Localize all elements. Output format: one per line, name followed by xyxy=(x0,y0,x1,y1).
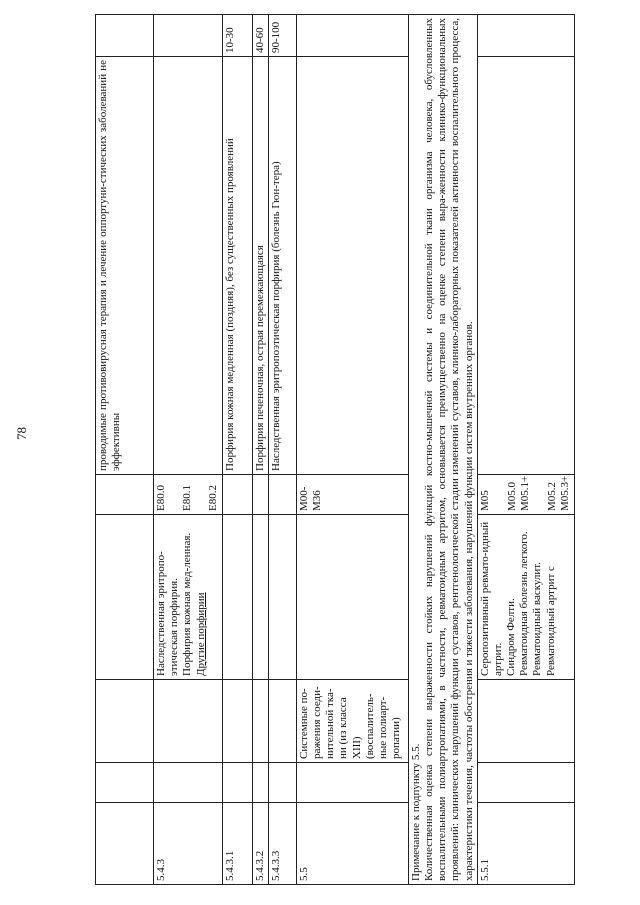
criteria-text: Порфирия кожная медленная (поздняя), без существенных проявлений xyxy=(222,57,252,475)
table-row xyxy=(268,15,296,885)
icd-code: M05.2 xyxy=(546,481,559,511)
row-id xyxy=(96,803,154,885)
table-row xyxy=(477,15,574,885)
disease-name: Наследственная эритропо-этическая порфирия. xyxy=(155,551,181,676)
page-number: 78 xyxy=(14,427,29,440)
disease-list xyxy=(154,515,223,680)
icd-code: M05.3+ xyxy=(559,475,572,511)
row-id: 5.5.1 xyxy=(477,803,574,885)
percent-value: 90-100 xyxy=(268,15,296,57)
table-row xyxy=(154,15,223,885)
disease-name: Ревматоидная болезнь легкого. xyxy=(518,531,531,676)
icd-codes xyxy=(477,475,574,515)
icd-code: M05 xyxy=(478,490,491,511)
icd-code: E80.2 xyxy=(207,485,220,511)
table-row xyxy=(296,15,408,885)
row-id: 5.4.3.3 xyxy=(268,803,296,885)
disease-name: Ревматоидный артрит с xyxy=(544,566,557,676)
disease-name: Ревматоидный васкулит. xyxy=(531,561,544,676)
table-row xyxy=(252,15,268,885)
note-row xyxy=(408,15,477,885)
icd-code: E80.1 xyxy=(181,485,194,511)
disease-list xyxy=(477,515,574,680)
criteria-text: проводимые противовирусная терапия и лечение оппортуни-стических заболеваний не эффективны xyxy=(96,57,154,475)
icd-code: M05.1+ xyxy=(519,475,532,511)
icd-code: E80.0 xyxy=(155,485,167,511)
note-cell xyxy=(408,15,477,885)
note-title: Примечание к подпункту 5.5. xyxy=(409,743,422,881)
row-id: 5.4.3 xyxy=(154,803,223,885)
criteria-text: Порфирия печеночная, острая перемежающаяся xyxy=(252,57,268,475)
row-id: 5.4.3.2 xyxy=(252,803,268,885)
percent-value: 40-60 xyxy=(252,15,268,57)
disease-name: Серопозитивный ревмато-идный артрит. xyxy=(478,521,504,676)
disease-name: Порфирия кожная мед-ленная. xyxy=(181,532,194,676)
row-id: 5.5 xyxy=(296,803,408,885)
percent-value: 10-30 xyxy=(222,15,252,57)
group-name: Системные по-ражения соеди-нительной тка-ни (из класса XIII) (воспалитель-ные полиарт-ропатии) xyxy=(296,680,408,763)
criteria-text: Наследственная эритропоэтическая порфирия (болезнь Гюн-тера) xyxy=(268,57,296,475)
disease-name: Другие порфирии xyxy=(194,592,207,676)
table-row xyxy=(96,15,154,885)
row-id: 5.4.3.1 xyxy=(222,803,252,885)
icd-range: M00-M36 xyxy=(296,475,408,515)
note-text: Количественная оценка степени выраженности стойких нарушений функций костно-мышечной системы и соединительной ткани организма человека, обусловленных воспалительными полиартропатиями, в частности, ревматоидным артритом, основывается преимущественно на оценке степени выра-женности клинико-функциональных проявлений: клинических нарушений функции суставов, рентгенологической стадии изменений суставов, клинико-лабораторных показателей активности воспалительного процесса, характеристики течения, частоты обострения и тяжести заболевания, нарушений функции систем внутренних органов. xyxy=(422,18,475,881)
icd-code: M05.0 xyxy=(505,481,518,511)
disease-name: Синдром Фелти. xyxy=(505,598,518,676)
icd-codes xyxy=(154,475,223,515)
criteria-table xyxy=(95,14,575,885)
table-row xyxy=(222,15,252,885)
